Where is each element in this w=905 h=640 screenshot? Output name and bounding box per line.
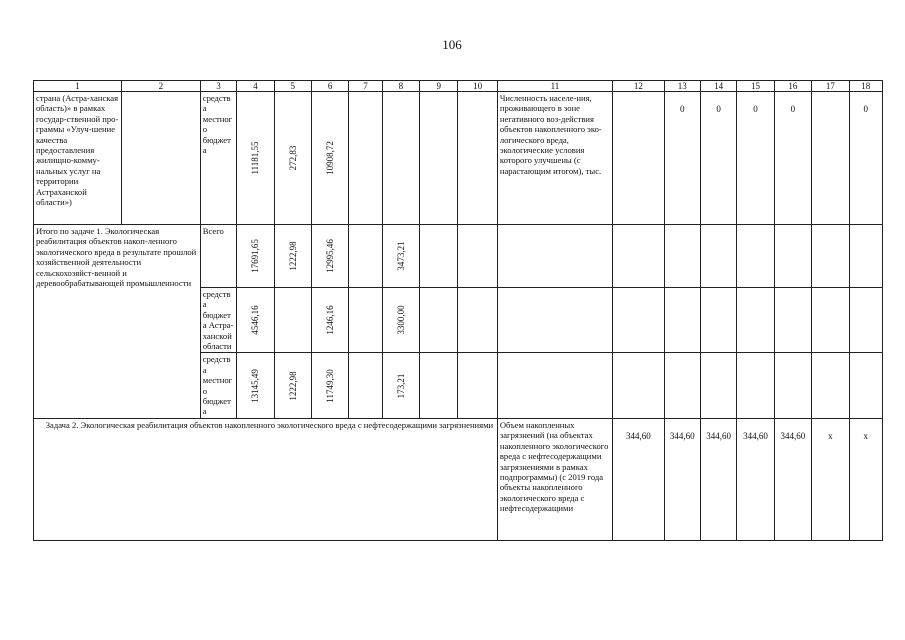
amount-cell [382, 288, 419, 353]
amount-text: 10908,72 [324, 141, 335, 175]
value-cell: 0 [737, 92, 774, 225]
empty-cell [849, 225, 882, 288]
empty-cell [121, 92, 200, 225]
header-cell: 5 [274, 81, 311, 92]
header-cell: 8 [382, 81, 419, 92]
empty-cell [613, 288, 665, 353]
header-cell: 14 [700, 81, 736, 92]
amount-text: 12995,46 [324, 239, 335, 273]
header-cell: 18 [849, 81, 882, 92]
funding-source-cell: средства местного бюджета [200, 92, 236, 225]
amount-cell [237, 225, 274, 288]
task2-title: Задача 2. Экологическая реабилитация объектов накопленного экологического вреда с нефтесодержащими загрязнениями [34, 418, 498, 540]
program-table [33, 80, 883, 541]
amount-text: 1222,98 [287, 241, 298, 271]
amount-cell [274, 225, 311, 288]
empty-cell [420, 225, 458, 288]
empty-cell [774, 353, 811, 418]
amount-text: 1246,16 [324, 305, 335, 335]
empty-cell [349, 353, 382, 418]
amount-text: 13145,49 [250, 368, 261, 403]
value-cell: 0 [700, 92, 736, 225]
empty-cell [737, 225, 774, 288]
empty-cell [700, 353, 736, 418]
empty-cell [458, 353, 497, 418]
value-cell: 344,60 [700, 418, 736, 540]
header-cell: 11 [497, 81, 612, 92]
indicator-cell: Объем накопленных загрязнений (на объектах накопленного экологического вреда с нефтесодержащими загрязнениями в рамках подпрограммы) (с 2019 года объекты накопленного экологического вреда с нефтесодержащими [497, 418, 612, 540]
amount-cell [382, 225, 419, 288]
empty-cell [812, 92, 849, 225]
empty-cell [700, 288, 736, 353]
amount-cell [274, 288, 311, 353]
header-cell: 17 [812, 81, 849, 92]
page-number: 106 [442, 37, 462, 52]
header-cell: 16 [774, 81, 811, 92]
empty-cell [812, 288, 849, 353]
empty-cell [349, 288, 382, 353]
empty-cell [349, 225, 382, 288]
empty-cell [737, 353, 774, 418]
empty-cell [613, 353, 665, 418]
header-cell: 10 [458, 81, 497, 92]
amount-cell [274, 353, 311, 418]
amount-text: 3473,21 [395, 241, 406, 271]
value-cell: x [812, 418, 849, 540]
amount-cell [311, 225, 348, 288]
amount-cell [237, 92, 274, 225]
header-cell: 12 [613, 81, 665, 92]
empty-cell [497, 288, 612, 353]
funding-source-cell: средства местного бюджета [200, 353, 236, 418]
amount-cell [311, 92, 348, 225]
table-row [34, 92, 883, 225]
empty-cell [458, 225, 497, 288]
header-cell: 6 [311, 81, 348, 92]
value-cell: 344,60 [774, 418, 811, 540]
indicator-cell: Численность населе-ния, проживающего в зоне негативного воз-действия объектов накопленного эко-логического вреда, экологические условия которого улучшены (с нарастающим итогом), тыс. [497, 92, 612, 225]
header-cell: 9 [420, 81, 458, 92]
empty-cell [458, 288, 497, 353]
table-row [34, 418, 883, 540]
empty-cell [737, 288, 774, 353]
empty-cell [458, 92, 497, 225]
task1-total-title: Итого по задаче 1. Экологическая реабилитация объектов накоп-ленного экологического вреда в результате прошлой хозяйственной деятельности сельскохозяйст-венной и деревообрабатывающей промышленности [34, 225, 201, 419]
empty-cell [849, 353, 882, 418]
empty-cell [382, 92, 419, 225]
empty-cell [420, 288, 458, 353]
empty-cell [420, 353, 458, 418]
empty-cell [613, 92, 665, 225]
empty-cell [497, 353, 612, 418]
empty-cell [812, 225, 849, 288]
header-row [34, 81, 883, 92]
value-cell: 0 [774, 92, 811, 225]
amount-text: 11181,55 [250, 141, 261, 175]
empty-cell [420, 92, 458, 225]
header-cell: 4 [237, 81, 274, 92]
value-cell: 344,60 [737, 418, 774, 540]
amount-text: 11749,30 [324, 368, 335, 403]
amount-text: 272,83 [287, 145, 298, 171]
value-cell: x [849, 418, 882, 540]
empty-cell [613, 225, 665, 288]
value-cell: 344,60 [664, 418, 700, 540]
funding-source-cell: Всего [200, 225, 236, 288]
empty-cell [700, 225, 736, 288]
amount-cell [382, 353, 419, 418]
header-cell: 15 [737, 81, 774, 92]
header-cell: 13 [664, 81, 700, 92]
empty-cell [497, 225, 612, 288]
amount-cell [311, 288, 348, 353]
value-cell: 344,60 [613, 418, 665, 540]
amount-text: 17691,65 [250, 239, 261, 273]
value-cell: 0 [849, 92, 882, 225]
amount-cell [237, 353, 274, 418]
header-cell: 3 [200, 81, 236, 92]
header-cell: 7 [349, 81, 382, 92]
empty-cell [664, 353, 700, 418]
funding-source-cell: средства бюджета Астра-ханской области [200, 288, 236, 353]
empty-cell [349, 92, 382, 225]
amount-cell [311, 353, 348, 418]
header-cell: 2 [121, 81, 200, 92]
amount-text: 4546,16 [250, 305, 261, 335]
amount-text: 3300,00 [395, 305, 406, 335]
amount-text: 1222,98 [287, 371, 298, 401]
program-name-cell: страна (Астра-ханская область)» в рамках государ-ственной про-граммы «Улуч-шение качества предоставления жилищно-комму-нальных услуг на территории Астраханской области») [34, 92, 122, 225]
empty-cell [849, 288, 882, 353]
header-cell: 1 [34, 81, 122, 92]
amount-cell [237, 288, 274, 353]
empty-cell [664, 288, 700, 353]
amount-cell [274, 92, 311, 225]
empty-cell [774, 288, 811, 353]
empty-cell [774, 225, 811, 288]
table-row [34, 225, 883, 288]
amount-text: 173,21 [395, 373, 406, 399]
value-cell: 0 [664, 92, 700, 225]
empty-cell [812, 353, 849, 418]
empty-cell [664, 225, 700, 288]
